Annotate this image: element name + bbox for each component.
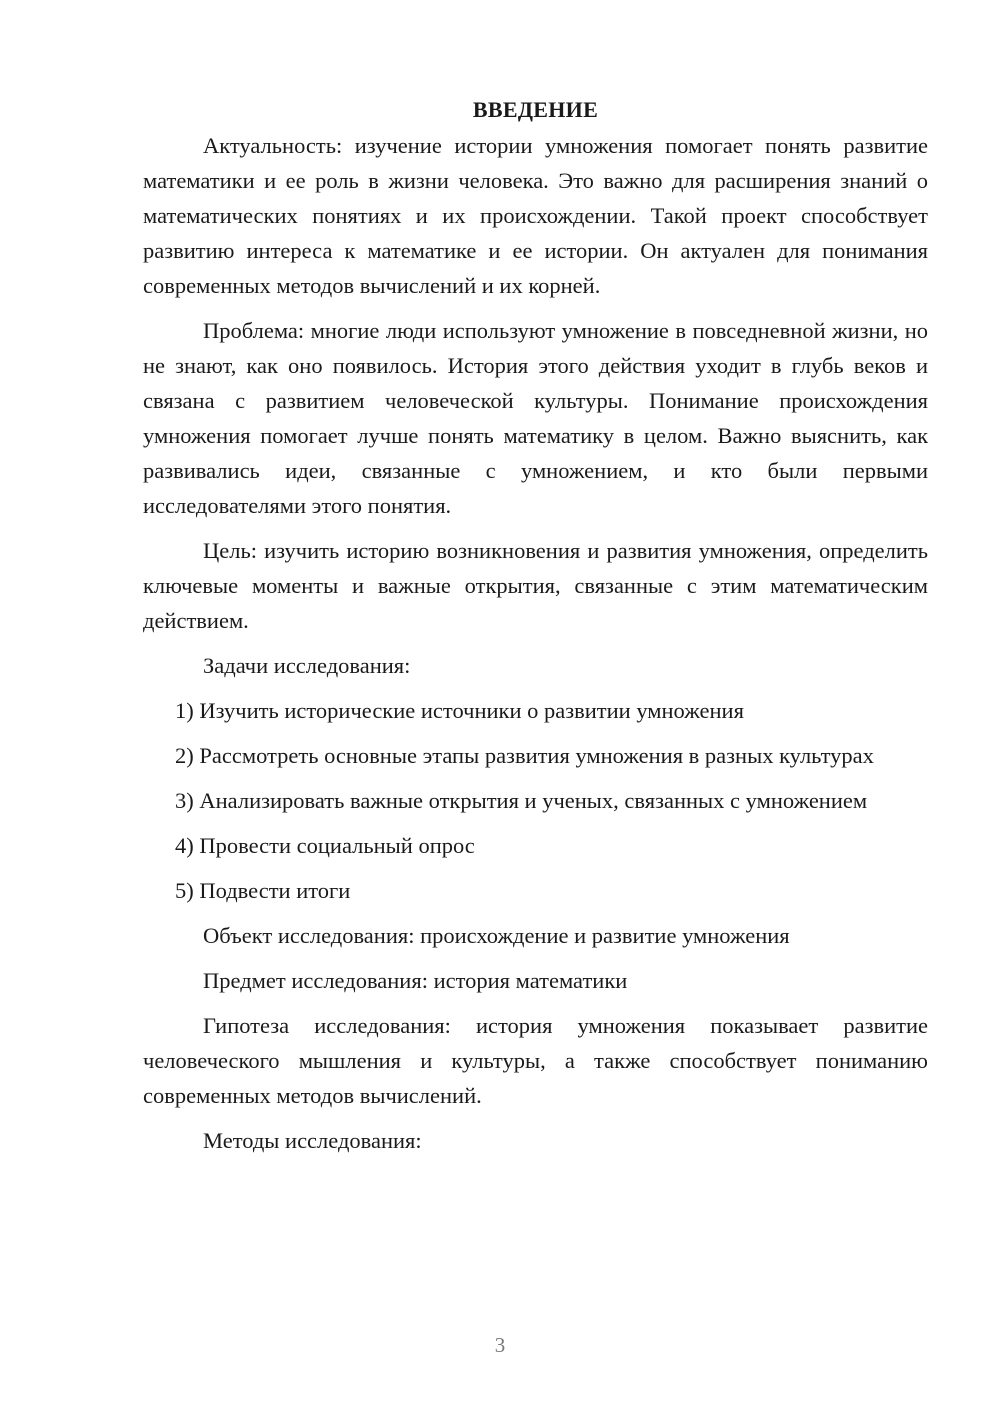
task-item-1: 1) Изучить исторические источники о развитии умножения bbox=[175, 698, 744, 723]
page-number: 3 bbox=[494, 1333, 506, 1357]
methods-paragraph: Методы исследования: bbox=[203, 1128, 422, 1153]
task-item-3: 3) Анализировать важные открытия и ученых, связанных с умножением bbox=[175, 788, 868, 813]
page-content bbox=[143, 92, 928, 1158]
object-paragraph: Объект исследования: происхождение и развитие умножения bbox=[203, 923, 790, 948]
subject-paragraph: Предмет исследования: история математики bbox=[203, 968, 628, 993]
goal-paragraph: Цель: изучить историю возникновения и развития умножения, определить ключевые моменты и важные открытия, связанные с этим математическим действием. bbox=[143, 538, 928, 633]
task-item-2: 2) Рассмотреть основные этапы развития умножения в разных культурах bbox=[175, 743, 874, 768]
problem-paragraph: Проблема: многие люди используют умножение в повседневной жизни, но не знают, как оно появилось. История этого действия уходит в глубь веков и связана с развитием человеческой культуры. Понимание происхождения умножения помогает лучше понять математику в целом. Важно выяснить, как развивались идеи, связанные с умножением, и кто были первыми исследователями этого понятия. bbox=[143, 318, 928, 518]
task-item-4: 4) Провести социальный опрос bbox=[175, 833, 475, 858]
tasks-intro: Задачи исследования: bbox=[203, 653, 411, 678]
hypothesis-paragraph: Гипотеза исследования: история умножения показывает развитие человеческого мышления и культуры, а также способствует пониманию современных методов вычислений. bbox=[143, 1013, 928, 1108]
relevance-paragraph: Актуальность: изучение истории умножения помогает понять развитие математики и ее роль в жизни человека. Это важно для расширения знаний о математических понятиях и их происхождении. Такой проект способствует развитию интереса к математике и ее истории. Он актуален для понимания современных методов вычислений и их корней. bbox=[143, 133, 928, 298]
task-item-5: 5) Подвести итоги bbox=[175, 878, 351, 903]
section-heading: ВВЕДЕНИЕ bbox=[472, 97, 599, 122]
